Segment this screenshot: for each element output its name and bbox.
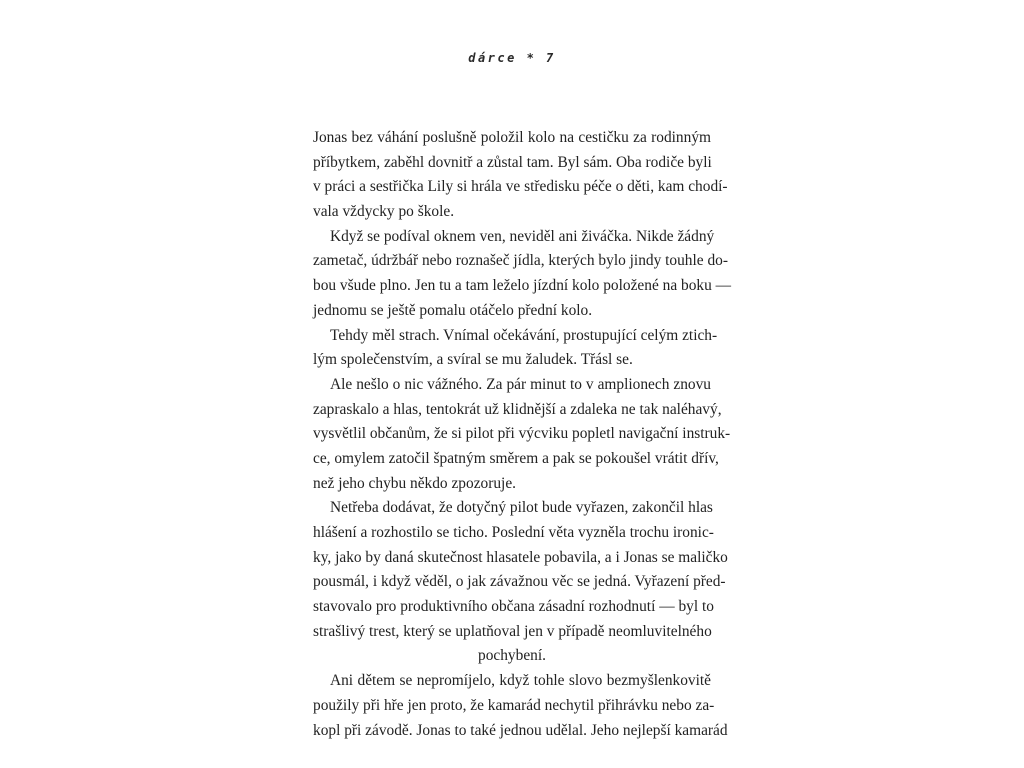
text-line: bou všude plno. Jen tu a tam leželo jízdní kolo položené na boku — xyxy=(313,277,732,295)
text-line: hlášení a rozhostilo se ticho. Poslední věta vyzněla trochu ironic- xyxy=(313,524,714,541)
text-line: strašlivý trest, který se uplatňoval jen v případě neomluvitelného xyxy=(313,622,712,640)
body-text xyxy=(313,126,732,743)
text-line: vala vždycky po škole. xyxy=(313,203,455,221)
text-line: Ale nešlo o nic vážného. Za pár minut to v amplionech znovu xyxy=(330,375,711,393)
text-line: zametač, údržbář nebo roznašeč jídla, kterých bylo jindy touhle do- xyxy=(313,252,728,270)
text-line: ce, omylem zatočil špatným směrem a pak se pokoušel vrátit dřív, xyxy=(313,449,719,467)
text-line: ky, jako by daná skutečnost hlasatele pobavila, a i Jonas se maličko xyxy=(313,548,728,566)
text-line: v práci a sestřička Lily si hrála ve středisku péče o děti, kam chodí- xyxy=(313,178,728,196)
text-line: použily při hře jen proto, že kamarád nechytil přihrávku nebo za- xyxy=(313,696,715,714)
text-line: pochybení. xyxy=(478,647,546,665)
text-line: než jeho chybu někdo zpozoruje. xyxy=(313,474,516,492)
text-line: stavovalo pro produktivního občana zásadní rozhodnutí — byl to xyxy=(313,598,714,616)
text-line: zapraskalo a hlas, tentokrát už klidnější a zdaleka ne tak naléhavý, xyxy=(313,400,722,418)
text-line: vysvětlil občanům, že si pilot při výcviku popletl navigační instruk- xyxy=(313,425,731,443)
text-line: jednomu se ještě pomalu otáčelo přední kolo. xyxy=(313,301,593,319)
text-line: Jonas bez váhání poslušně položil kolo na cestičku za rodinným xyxy=(313,129,711,146)
text-line: příbytkem, zaběhl dovnitř a zůstal tam. Byl sám. Oba rodiče byli xyxy=(313,153,712,171)
running-head: dárce * 7 xyxy=(468,51,556,65)
text-line: lým společenstvím, a svíral se mu žaludek. Třásl se. xyxy=(313,351,633,369)
text-line: kopl při závodě. Jonas to také jednou udělal. Jeho nejlepší kamarád xyxy=(313,721,728,739)
text-line: Tehdy měl strach. Vnímal očekávání, prostupující celým ztich- xyxy=(330,326,718,344)
text-line: pousmál, i když věděl, o jak závažnou věc se jedná. Vyřazení před- xyxy=(313,573,726,591)
text-line: Netřeba dodávat, že dotyčný pilot bude vyřazen, zakončil hlas xyxy=(330,499,713,517)
text-line: Ani dětem se nepromíjelo, když tohle slovo bezmyšlenkovitě xyxy=(330,672,711,690)
text-line: Když se podíval oknem ven, neviděl ani živáčka. Nikde žádný xyxy=(330,227,715,245)
